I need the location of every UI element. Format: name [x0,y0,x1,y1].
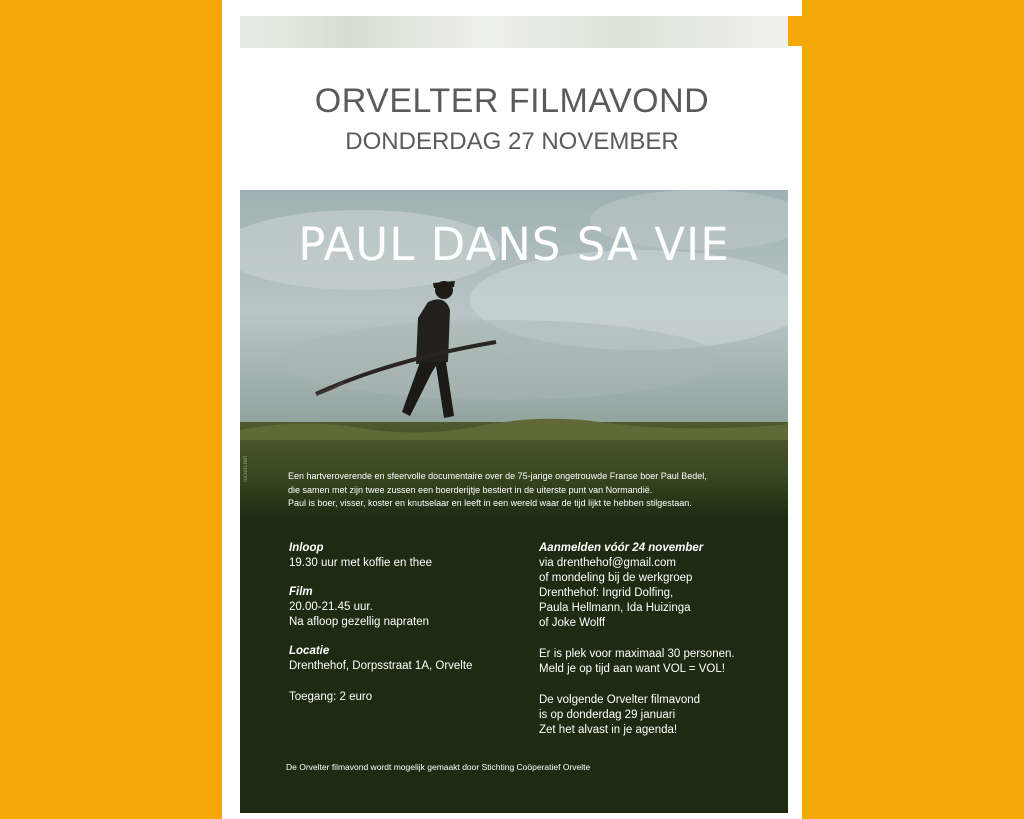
toegang-text: Toegang: 2 euro [289,691,373,703]
volgende-line: is op donderdag 29 januari [539,709,676,721]
locatie-heading: Locatie [289,645,330,657]
banner-notch [788,16,802,46]
description-line: Een hartveroverende en sfeervolle documentaire over de 75-jarige ongetrouwde Franse boer Paul Bedel, [288,471,707,481]
aanmelden-line: of Joke Wolff [539,617,606,629]
description-line: Paul is boer, visser, koster en knutselaar en leeft in een wereld waar de tijd lijkt te hebben stilgestaan. [288,498,692,508]
top-banner-image [240,16,788,48]
film-afterward: Na afloop gezellig napraten [289,616,430,628]
page-title: ORVELTER FILMAVOND [314,82,710,120]
plek-line: Meld je op tijd aan want VOL = VOL! [539,663,725,675]
volgende-line: De volgende Orvelter filmavond [539,694,701,706]
sponsor-footer: De Orvelter filmavond wordt mogelijk gemaakt door Stichting Coöperatief Orvelte [286,762,591,772]
inloop-text: 19.30 uur met koffie en thee [289,557,432,569]
flyer-page [222,0,802,819]
film-heading: Film [289,586,313,598]
inloop-heading: Inloop [289,542,324,554]
event-details-left [289,541,529,705]
plek-line: Er is plek voor maximaal 30 personen. [539,648,735,660]
description-line: die samen met zijn twee zussen een boerderijtje bestiert in de uiterste punt van Normandië. [288,484,653,495]
event-details-right [539,541,779,738]
aanmelden-line: via drenthehof@gmail.com [539,557,676,569]
film-description [288,470,758,511]
volgende-line: Zet het alvast in je agenda! [539,724,678,736]
film-poster [240,190,788,813]
aanmelden-line: of mondeling bij de werkgroep [539,572,693,584]
aanmelden-line: Paula Hellmann, Ida Huizinga [539,602,691,614]
event-date: DONDERDAG 27 NOVEMBER [345,128,679,155]
film-title: PAUL DANS SA VIE [298,218,730,271]
locatie-text: Drenthehof, Dorpsstraat 1A, Orvelte [289,660,473,672]
photo-credit: lucien.net [243,456,249,482]
film-time: 20.00-21.45 uur. [289,601,373,613]
aanmelden-heading: Aanmelden vóór 24 november [539,542,704,554]
aanmelden-line: Drenthehof: Ingrid Dolfing, [539,587,674,599]
